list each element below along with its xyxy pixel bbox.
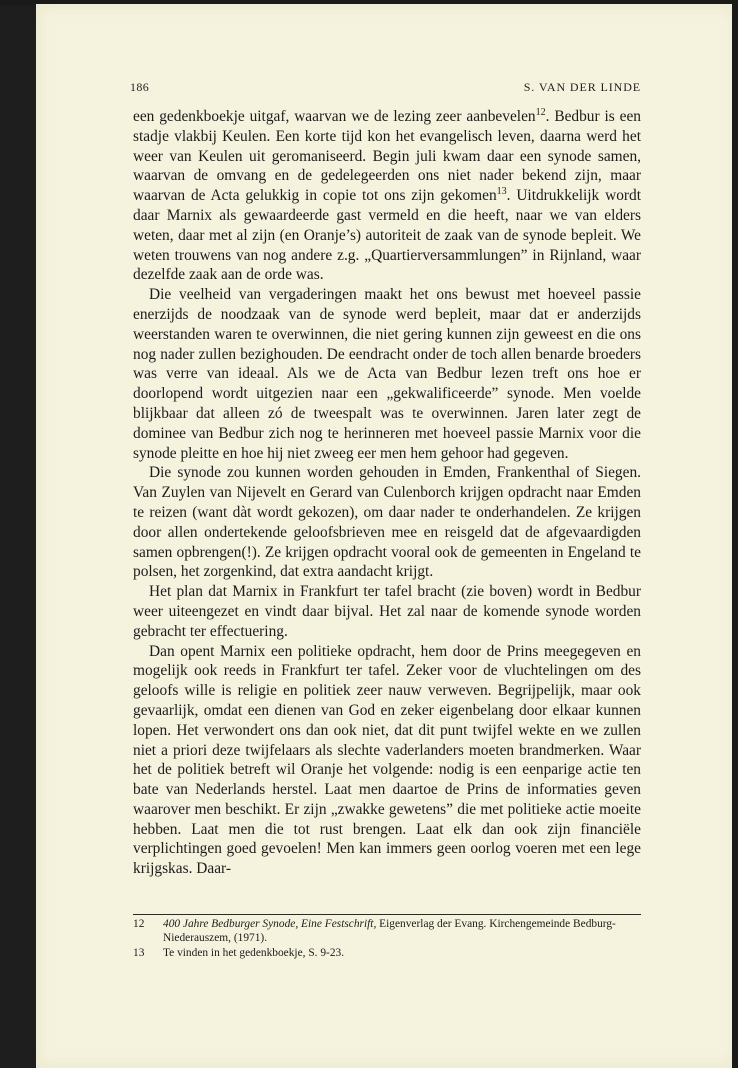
running-head-author: S. VAN DER LINDE — [523, 80, 641, 94]
paragraph-2: Die veelheid van vergaderingen maakt het ons bewust met hoeveel passie enerzijds de noodzaak van de synode werd bepleit, maar dat er anderzijds weerstanden waren te overwinnen, die niet gering kunnen zijn geweest en die ons nog nader zullen bezighouden. De eendracht onder de toch allen benarde broeders was verre van ideaal. Als we de Acta van Bedbur lezen treft ons hoe er doorlopend wordt uitgezien naar een „gekwalificeerde” synode. Men voelde blijkbaar dat alleen zó de tweespalt was te overwinnen. Jaren later zegt de dominee van Bedbur zich nog te herinneren met hoeveel passie Marnix voor die synode pleitte en hoe hij niet zweeg eer men hem gehoor had gegeven. — [133, 286, 641, 462]
paragraph-4: Het plan dat Marnix in Frankfurt ter tafel bracht (zie boven) wordt in Bedbur weer uiteengezet en vindt daar bijval. Het zal naar de komende synode worden gebracht ter effectuering. — [133, 583, 641, 640]
footnote-number: 13 — [133, 946, 145, 959]
paragraph-1 — [133, 107, 641, 285]
footnote-text: Te vinden in het gedenkboekje, S. 9-23. — [163, 946, 345, 959]
footnote-title: 400 Jahre Bedburger Synode, Eine Festschrift, — [163, 918, 377, 930]
footnote-ref-13: 13 — [496, 186, 507, 198]
footnote-12 — [133, 917, 641, 946]
scan-border-right — [732, 0, 738, 1068]
footnote-separator — [133, 914, 641, 915]
body-text — [133, 107, 641, 879]
footnote-ref-12: 12 — [535, 107, 546, 118]
footnote-number: 12 — [133, 918, 145, 930]
footnote-text: Eigenverlag der Evang. Kirchengemeinde Bedburg-Niederauszem, (1971). — [163, 918, 616, 945]
footnote-13 — [133, 946, 641, 960]
page-number: 186 — [130, 80, 150, 94]
paragraph-5: Dan opent Marnix een politieke opdracht, hem door de Prins meegegeven en mogelijk ook reeds in Frankfurt ter tafel. Zeker voor de vluchtelingen om des geloofs wille is religie en politiek zeer nauw verweven. Begrijpelijk, maar ook gevaarlijk, omdat een dienen van God en zeker eigenbelang door elkaar kunnen lopen. Het verwondert ons dan ook niet, dat dit punt twijfel wekte en we zullen niet a priori deze twijfelaars als slechte vaderlanders moeten brandmerken. Waar het de politiek betreft wil Oranje het volgende: nodig is een eenparige actie ten bate van Nederlands herstel. Laat men daartoe de Prins de informaties geven waarover men beschikt. Er zijn „zwakke gewetens” die met politieke actie moeite hebben. Laat men die tot rust brengen. Laat elk dan ook zijn financiële verplichtingen goed gevoelen! Men kan immers geen oorlog voeren met een lege krijgskas. Daar- — [133, 642, 641, 878]
paragraph-1-part-c: . Uitdrukkelijk wordt daar Marnix als gewaardeerde gast vermeld en die heeft, naar we van elders weten, daar met al zijn (en Oranje’s) autoriteit de zaak van de synode bepleit. We weten trouwens van nog andere z.g. „Quartierversammlungen” in Rijnland, waar dezelfde zaak aan de orde was. — [133, 187, 641, 284]
paragraph-1-part-a: een gedenkboekje uitgaf, waarvan we de lezing zeer aanbevelen — [133, 108, 536, 125]
footnotes — [133, 917, 641, 960]
paragraph-1-part-b: . Bedbur is een stadje vlakbij Keulen. Een korte tijd kon het evangelisch leven, daarna werd het weer van Keulen uit geromaniseerd. Begin juli kwam daar een synode samen, waarvan de omvang en de gedelegeerden ons niet nader bekend zijn, maar waarvan de Acta gelukkig in copie tot ons zijn gekomen — [133, 108, 641, 205]
paragraph-3: Die synode zou kunnen worden gehouden in Emden, Frankenthal of Siegen. Van Zuylen van Nijevelt en Gerard van Culenborch krijgen opdracht naar Emden te reizen (want dàt wordt gekozen), om daar nader te onderhandelen. Ze krijgen door allen ondertekende geloofsbrieven mee en reisgeld dat de afgevaardigden samen opbrengen(!). Ze krijgen opdracht vooral ook de gemeenten in Engeland te polsen, het zorgenkind, dat extra aandacht krijgt. — [133, 464, 641, 581]
